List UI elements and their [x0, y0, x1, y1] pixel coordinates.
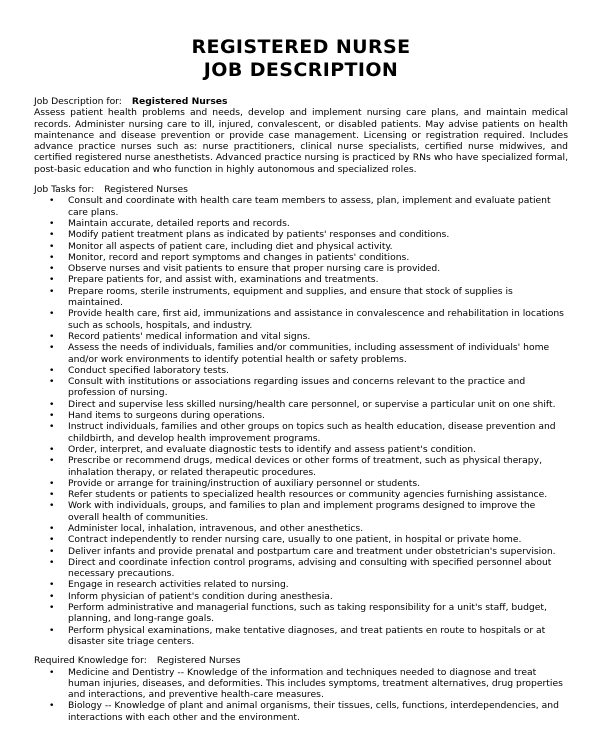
list-item: [34, 489, 568, 500]
bullet-icon: •: [49, 251, 55, 263]
bullet-icon: •: [49, 308, 55, 320]
list-item-text: Order, interpret, and evaluate diagnostic tests to identify and assess patient's condition.: [68, 443, 476, 455]
list-item-text: Prepare patients for, and assist with, examinations and treatments.: [68, 274, 379, 286]
list-item-text: Conduct specified laboratory tests.: [68, 364, 229, 376]
list-item: [34, 274, 568, 285]
list-item-text: Prescribe or recommend drugs, medical devices or other forms of treatment, such as physical therapy, inhalation therapy, or related therapeutic procedures.: [68, 455, 542, 478]
list-item-text: Consult and coordinate with health care team members to assess, plan, implement and evaluate patient care plans.: [68, 195, 551, 218]
tasks-section: [34, 184, 568, 647]
bullet-icon: •: [49, 522, 55, 534]
tasks-value: Registered Nurses: [104, 184, 188, 196]
bullet-icon: •: [49, 443, 55, 455]
bullet-icon: •: [49, 534, 55, 546]
bullet-icon: •: [49, 421, 55, 433]
knowledge-label-row: [34, 655, 568, 666]
intro-label: Job Description for:: [34, 96, 122, 107]
list-item-text: Perform physical examinations, make tentative diagnoses, and treat patients en route to hospitals or at disaster site triage centers.: [68, 624, 546, 647]
list-item: [34, 365, 568, 376]
list-item: [34, 308, 568, 331]
list-item: [34, 557, 568, 580]
knowledge-value: Registered Nurses: [156, 655, 241, 667]
list-item-text: Biology -- Knowledge of plant and animal organisms, their tissues, cells, functions, interdependencies, and interactions with each other and the environment.: [68, 700, 559, 723]
intro-value: Registered Nurses: [131, 96, 228, 107]
list-item-text: Modify patient treatment plans as indicated by patients' responses and conditions.: [68, 229, 450, 241]
list-item: [34, 399, 568, 410]
list-item: [34, 455, 568, 478]
list-item-text: Prepare rooms, sterile instruments, equipment and supplies, and ensure that stock of supplies is maintained.: [68, 285, 513, 309]
bullet-icon: •: [49, 195, 55, 207]
list-item-text: Provide or arrange for training/instruction of auxiliary personnel or students.: [68, 477, 421, 489]
bullet-icon: •: [49, 240, 55, 252]
list-item-text: Administer local, inhalation, intravenous, and other anesthetics.: [68, 522, 364, 534]
knowledge-label: Required Knowledge for:: [34, 655, 147, 667]
bullet-icon: •: [49, 229, 55, 241]
list-item-text: Assess the needs of individuals, families and/or communities, including assessment of individuals' home and/or work environments to identify potential health or safety problems.: [68, 342, 550, 365]
page-title-line2: JOB DESCRIPTION: [203, 59, 399, 81]
list-item-text: Hand items to surgeons during operations.: [68, 410, 265, 422]
list-item: [34, 500, 568, 523]
bullet-icon: •: [49, 342, 55, 354]
list-item-text: Work with individuals, groups, and families to plan and implement programs designed to improve the overall health of communities.: [68, 500, 536, 523]
list-item: [34, 534, 568, 545]
list-item: [34, 218, 568, 229]
bullet-icon: •: [49, 364, 55, 376]
list-item: [34, 579, 568, 590]
list-item: [34, 602, 568, 625]
list-item-text: Direct and supervise less skilled nursing/health care personnel, or supervise a particular unit on one shift.: [68, 398, 556, 410]
list-item: [34, 331, 568, 342]
bullet-icon: •: [49, 285, 55, 297]
list-item: [34, 376, 568, 399]
list-item: [34, 229, 568, 240]
intro-paragraph: Assess patient health problems and needs, develop and implement nursing care plans, and maintain medical records. Administer nursing care to ill, injured, convalescent, or disabled patients. May advise patients on health maintenance and disease prevention or provide case management. Licensing or registration required. Includes advance practice nurses such as: nurse practitioners, clinical nurse specialists, certified nurse midwives, and certified registered nurse anesthetists. Advanced practice nursing is practiced by RNs who have specialized formal, post-basic education and who function in highly autonomous and specialized roles.: [34, 107, 568, 175]
bullet-icon: •: [49, 477, 55, 489]
list-item: [34, 241, 568, 252]
bullet-icon: •: [49, 263, 55, 275]
tasks-label-row: [34, 184, 568, 195]
list-item-text: Consult with institutions or associations regarding issues and concerns relevant to the practice and profession of nursing.: [68, 376, 526, 399]
bullet-icon: •: [49, 590, 55, 602]
bullet-icon: •: [49, 666, 55, 678]
list-item-text: Instruct individuals, families and other groups on topics such as health education, disease prevention and childbirth, and develop health improvement programs.: [68, 421, 556, 444]
page-title-line1: REGISTERED NURSE: [191, 36, 411, 58]
bullet-icon: •: [49, 700, 55, 712]
tasks-label: Job Tasks for:: [34, 184, 95, 196]
bullet-icon: •: [49, 624, 55, 636]
list-item-text: Maintain accurate, detailed reports and records.: [68, 217, 290, 229]
list-item: [34, 252, 568, 263]
list-item-text: Perform administrative and managerial functions, such as taking responsibility for a unit's staff, budget, planning, and long-range goals.: [68, 602, 547, 625]
bullet-icon: •: [49, 489, 55, 501]
list-item: [34, 263, 568, 274]
list-item-text: Direct and coordinate infection control programs, advising and consulting with specified personnel about necessary precautions.: [68, 556, 552, 580]
list-item: [34, 421, 568, 444]
list-item-text: Provide health care, first aid, immunizations and assistance in convalescence and rehabilitation in locations such as schools, hospitals, and industry.: [68, 308, 564, 331]
list-item-text: Deliver infants and provide prenatal and postpartum care and treatment under obstetrician's supervision.: [68, 545, 556, 557]
list-item: [34, 195, 568, 218]
list-item-text: Contract independently to render nursing care, usually to one patient, in hospital or private home.: [68, 534, 522, 546]
tasks-list: [34, 195, 568, 647]
bullet-icon: •: [49, 410, 55, 422]
list-item: [34, 591, 568, 602]
list-item-text: Medicine and Dentistry -- Knowledge of the information and techniques needed to diagnose and treat human injuries, diseases, and deformities. This includes symptoms, treatment alternatives, drug properties and interactions, and preventive health-care measures.: [68, 666, 563, 701]
list-item: [34, 523, 568, 534]
bullet-icon: •: [49, 556, 55, 568]
list-item: [34, 410, 568, 421]
list-item-text: Refer students or patients to specialized health resources or community agencies furnishing assistance.: [68, 489, 548, 501]
bullet-icon: •: [49, 330, 55, 342]
list-item: [34, 625, 568, 648]
list-item: [34, 478, 568, 489]
bullet-icon: •: [49, 398, 55, 410]
bullet-icon: •: [49, 217, 55, 229]
bullet-icon: •: [49, 545, 55, 557]
list-item-text: Monitor all aspects of patient care, including diet and physical activity.: [68, 240, 393, 252]
intro-section: [34, 96, 568, 175]
list-item: [34, 342, 568, 365]
bullet-icon: •: [49, 274, 55, 286]
list-item-text: Monitor, record and report symptoms and changes in patients' conditions.: [68, 251, 410, 263]
list-item: [34, 700, 568, 723]
bullet-icon: •: [49, 500, 55, 512]
list-item-text: Observe nurses and visit patients to ensure that proper nursing care is provided.: [68, 263, 441, 275]
bullet-icon: •: [49, 579, 55, 591]
bullet-icon: •: [49, 602, 55, 614]
list-item-text: Inform physician of patient's condition during anesthesia.: [68, 590, 333, 602]
knowledge-list: [34, 667, 568, 723]
list-item: [34, 667, 568, 701]
list-item: [34, 444, 568, 455]
knowledge-section: [34, 655, 568, 723]
bullet-icon: •: [49, 455, 55, 467]
bullet-icon: •: [49, 376, 55, 388]
intro-label-row: [34, 96, 568, 107]
list-item-text: Engage in research activities related to nursing.: [68, 579, 289, 591]
list-item-text: Record patients' medical information and vital signs.: [68, 330, 311, 342]
list-item: [34, 286, 568, 309]
list-item: [34, 546, 568, 557]
